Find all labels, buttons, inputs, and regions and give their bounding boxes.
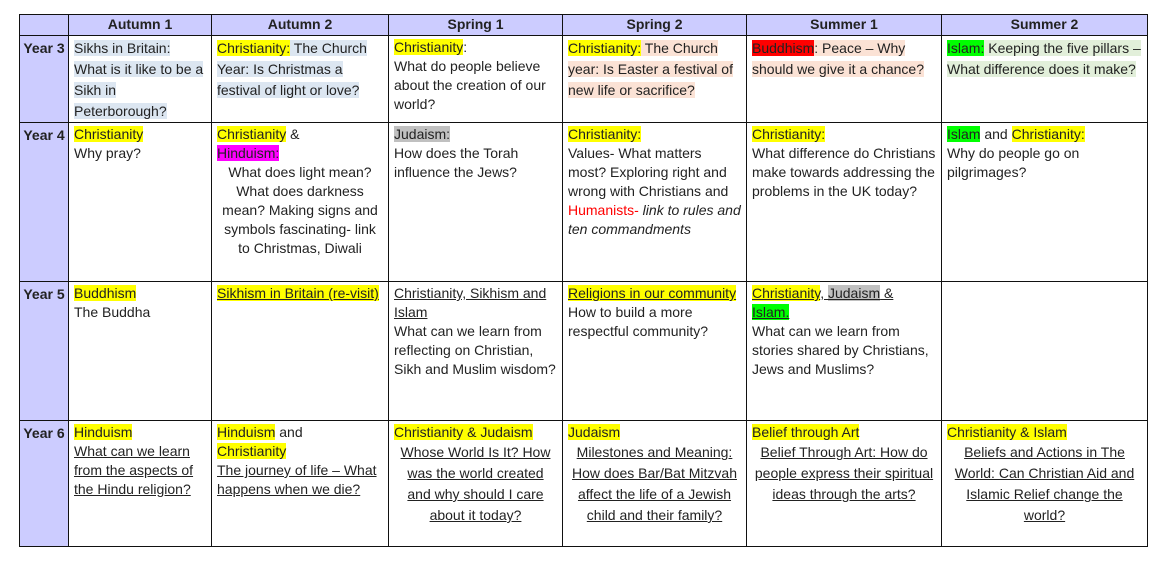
unit-cell [69,36,212,123]
unit-subject: Buddhism [74,285,137,301]
unit-text: What can we learn from reflecting on Christian, Sikh and Muslim wisdom? [394,323,556,377]
unit-cell [747,36,942,123]
unit-cell [747,123,942,282]
unit-subject: Christianity & Islam [947,424,1067,440]
unit-text: Milestones and Meaning: How does Bar/Bat Mitzvah affect the life of a Jewish child and their family? [572,444,737,523]
unit-sep: & [880,285,894,301]
unit-subject: Christianity: [217,40,291,56]
unit-subject: Sikhism in Britain (re-visit) [217,285,379,301]
unit-red-text: Humanists- [568,202,639,218]
unit-cell [563,421,747,547]
term-header: Autumn 1 [69,15,212,36]
unit-text: Keeping the five pillars – What difference does it make? [947,40,1141,77]
unit-subject: Christianity: [752,126,826,142]
unit-subject-2: Christianity [217,443,287,459]
term-header: Autumn 2 [212,15,389,36]
unit-subject: Christianity, Sikhism and Islam [394,285,547,320]
unit-text: How to build a more respectful community? [568,304,709,339]
term-header: Spring 1 [389,15,563,36]
term-header: Spring 2 [563,15,747,36]
term-header: Summer 1 [747,15,942,36]
unit-cell [747,282,942,421]
unit-cell [69,282,212,421]
unit-subject: Christianity: [568,40,642,56]
unit-cell [389,421,563,547]
unit-cell [212,421,389,547]
unit-text: : Peace – Why should we give it a chance? [752,40,924,77]
unit-joiner: and [275,424,303,440]
unit-sep: , [820,285,828,301]
table-row [20,421,1148,547]
unit-text: Why do people go on pilgrimages? [947,145,1080,180]
year-label: Year 6 [20,421,69,547]
unit-subject-colon: : [463,39,468,55]
unit-subject: Christianity [394,39,464,55]
unit-subject: Buddhism [752,40,815,56]
unit-cell [942,36,1148,123]
unit-cell [389,36,563,123]
unit-text: What do people believe about the creation of our world? [394,58,546,112]
unit-subject-2: Judaism [827,285,881,301]
unit-subject: Hinduism [217,424,276,440]
unit-joiner: & [286,126,300,142]
unit-text: What does light mean? What does darkness mean? Making signs and symbols fascinating- link to Christmas, Diwali [222,164,378,256]
corner-cell [20,15,69,36]
unit-subject: Christianity & Judaism [394,424,533,440]
header-row [20,15,1148,36]
year-label: Year 3 [20,36,69,123]
unit-subject-2: Hinduism: [217,145,280,161]
unit-text: Sikhs in Britain: What is it like to be a Sikh in Peterborough? [74,40,204,119]
unit-text: Values- What matters most? Exploring right and wrong with Christians and [568,145,729,199]
unit-cell [389,282,563,421]
unit-cell [563,282,747,421]
unit-cell [212,123,389,282]
unit-subject: Christianity: [568,126,642,142]
unit-italic-text: link to rules and ten commandments [568,202,741,237]
unit-cell [942,123,1148,282]
unit-text: The journey of life – What happens when we die? [217,462,377,497]
table-row [20,36,1148,123]
unit-subject: Judaism: [394,126,451,142]
table-row [20,282,1148,421]
curriculum-table [19,14,1148,547]
unit-cell [212,36,389,123]
unit-text: The Church Year: Is Christmas a festival of light or love? [217,40,367,98]
unit-subject: Hinduism [74,424,133,440]
unit-text: What difference do Christians make towards addressing the problems in the UK today? [752,145,936,199]
unit-text: What can we learn from the aspects of the Hindu religion? [74,443,194,497]
unit-text: Why pray? [74,145,141,161]
unit-cell [942,282,1148,421]
unit-subject: Christianity [74,126,144,142]
unit-subject: Christianity [752,285,821,301]
unit-subject: Islam [947,126,981,142]
unit-cell [747,421,942,547]
unit-text: Beliefs and Actions in The World: Can Christian Aid and Islamic Relief change the world? [954,444,1135,523]
table-row [20,123,1148,282]
unit-cell [942,421,1148,547]
unit-text: Belief Through Art: How do people express their spiritual ideas through the arts? [754,444,934,502]
unit-text: The Buddha [74,304,151,320]
unit-text: Whose World Is It? How was the world created and why should I care about it today? [400,444,551,523]
unit-text: The Church year: Is Easter a festival of new life or sacrifice? [568,40,733,98]
unit-subject-3: Islam. [752,304,790,320]
unit-text: How does the Torah influence the Jews? [394,145,519,180]
unit-joiner: and [980,126,1012,142]
year-label: Year 4 [20,123,69,282]
unit-cell [69,123,212,282]
unit-cell [563,123,747,282]
unit-subject: Religions in our community [568,285,737,301]
year-label: Year 5 [20,282,69,421]
unit-subject-2: Christianity: [1011,126,1085,142]
unit-cell [563,36,747,123]
unit-cell [212,282,389,421]
unit-subject: Judaism [568,424,621,440]
unit-text: What can we learn from stories shared by Christians, Jews and Muslims? [752,323,929,377]
unit-cell [69,421,212,547]
unit-subject: Christianity [217,126,287,142]
term-header: Summer 2 [942,15,1148,36]
unit-cell [389,123,563,282]
unit-subject: Islam: [947,40,985,56]
unit-subject: Belief through Art [752,424,860,440]
